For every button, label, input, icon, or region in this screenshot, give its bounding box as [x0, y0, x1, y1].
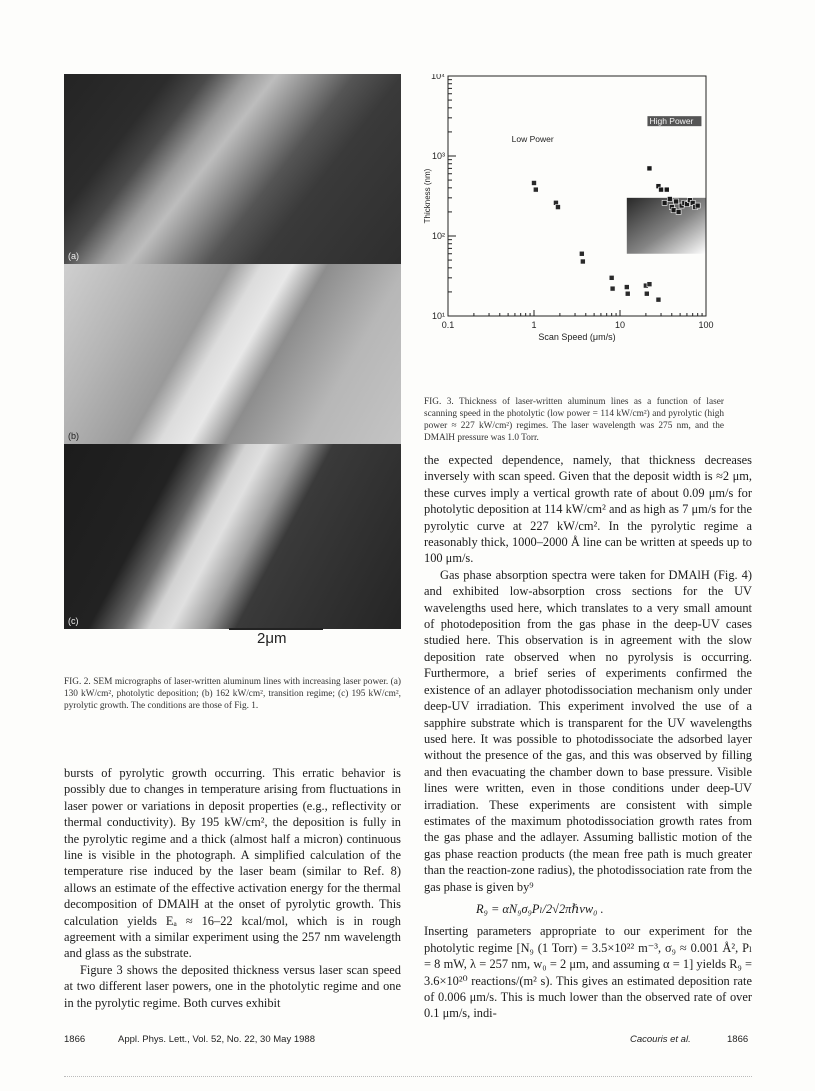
figure2-caption: FIG. 2. SEM micrographs of laser-written aluminum lines with increasing laser power. (a) 130 kW/cm², photolytic deposition; (b) 162 kW/cm², transition regime; (c) 195 kW/cm², pyrolytic growth. The conditions are those of Fig. 1. — [64, 677, 401, 711]
high-power-point — [674, 199, 679, 204]
page-number-left: 1866 — [64, 1034, 86, 1045]
panel-label-a: (a) — [68, 251, 79, 261]
journal-citation: Appl. Phys. Lett., Vol. 52, No. 22, 30 May 1988 — [118, 1034, 315, 1045]
x-tick-label: 0.1 — [441, 320, 455, 330]
sem-micrograph-c — [64, 444, 401, 629]
low-power-point — [644, 291, 649, 296]
low-power-point — [555, 205, 560, 210]
low-power-point — [625, 291, 630, 296]
plot-frame — [448, 76, 706, 316]
high-power-point — [671, 208, 676, 213]
right-paragraph-1: the expected dependence, namely, that thickness decreases inversely with scan speed. Given that the deposit width is ≈2 μm, these curves imply a vertical growth rate of about 0.09 μm/s for photolytic deposition at 114 kW/cm² and as high as 7 μm/s for the pyrolytic curve at 227 kW/cm². In the pyrolytic regime a reasonably thick, 1000–2000 Å line can be written at speeds up to 100 μm/s. — [424, 453, 752, 566]
high-power-point — [667, 197, 672, 202]
page-number-right: 1866 — [727, 1034, 749, 1045]
thickness-vs-scan-speed-chart — [420, 74, 720, 354]
low-power-point — [609, 275, 614, 280]
right-paragraph-3: Inserting parameters appropriate to our experiment for the photolytic regime [N₉ (1 Torr) = 3.5×10²² m⁻³, σ₉ ≈ 0.001 Å², Pₗ = 8 mW, λ = 257 nm, w₀ = 2 μm, and assuming α = 1] yields R₉ = 3.6×10²⁰ reactions/(m² s). This gives an estimated deposition rate of 0.006 μm/s. This is much lower than the observed rate of over 0.1 μm/s, indi- — [424, 924, 752, 1021]
right-column — [424, 452, 752, 1022]
x-axis-label: Scan Speed (μm/s) — [538, 332, 616, 342]
low-power-point — [610, 286, 615, 291]
low-power-point — [656, 297, 661, 302]
x-tick-label: 100 — [698, 320, 714, 330]
left-column — [64, 765, 401, 1011]
annotation-high-power: High Power — [649, 116, 694, 127]
left-paragraph-1: bursts of pyrolytic growth occurring. This erratic behavior is possibly due to changes in temperature arising from fluctuations in laser power or variations in deposit properties (e.g., reflectivity or thermal conductivity). By 195 kW/cm², the deposition is fully in the pyrolytic regime and a thick (almost half a micron) continuous line is visible in the photograph. A simplified calculation of the temperature rise induced by the laser beam (similar to Ref. 8) allows an estimate of the effective activation energy for the thermal decomposition of DMAlH at the onset of pyrolytic growth. This calculation yields Eₐ ≈ 16–22 kcal/mol, which is in rough agreement with a similar experiment using the 257 nm wavelength and glass as the substrate. — [64, 766, 401, 961]
sem-micrograph-b — [64, 264, 401, 444]
sem-micrograph-a — [64, 74, 401, 264]
right-paragraph-2: Gas phase absorption spectra were taken for DMAlH (Fig. 4) and exhibited low-absorption cross sections for the UV wavelengths used here, which translates to a very small amount of photodeposition from the gas phase in the deep-UV cases studied here. This observation is in agreement with the slow deposition rate observed when no pyrolysis is occurring. Furthermore, a brief series of experiments confirmed the existence of an adlayer photodissociation mechanism only under deep-UV irradiation. This experiment involved the use of a sapphire substrate which is transparent for the UV wavelengths used here. It was possible to photodissociate the adsorbed layer without the presence of the gas, and this was observed by filling and then evacuating the chamber down to base pressure. Visible lines were written, even in those conditions under deep-UV irradiation. These experiments are consistent with simple estimates of the maximum photodissociation growth rates from the gas phase and the adlayer. Assuming ballistic motion of the gas phase reaction products (the mean free path is much greater than the reaction-zone radius), the photodissociation rate from the gas phase is given by⁹ — [424, 567, 752, 894]
low-power-point — [532, 180, 537, 185]
x-tick-label: 10 — [614, 320, 626, 330]
high-power-point — [664, 187, 669, 192]
figure3-caption: FIG. 3. Thickness of laser-written aluminum lines as a function of laser scanning speed in the photolytic (low power = 114 kW/cm²) and pyrolytic (high power ≈ 227 kW/cm²) regimes. The laser wavelength was 275 nm, and the DMAlH pressure was 1.0 Torr. — [424, 397, 724, 443]
left-paragraph-2: Figure 3 shows the deposited thickness versus laser scan speed at two different laser powers, one in the photolytic regime and one in the pyrolytic regime. Both curves exhibit — [64, 962, 401, 1010]
high-power-point — [659, 187, 664, 192]
high-power-point — [647, 166, 652, 171]
y-tick-label: 10³ — [431, 151, 445, 161]
bottom-rule — [64, 1076, 752, 1077]
low-power-point — [533, 187, 538, 192]
y-tick-label: 10¹ — [431, 311, 445, 321]
y-tick-label: 10⁴ — [431, 74, 445, 81]
authors-footer: Cacouris et al. — [630, 1034, 691, 1045]
high-power-point — [695, 203, 700, 208]
y-tick-label: 10² — [431, 231, 445, 241]
panel-label-b: (b) — [68, 431, 79, 441]
annotation-low-power: Low Power — [511, 133, 554, 144]
y-axis-label: Thickness (nm) — [423, 168, 432, 224]
low-power-point — [579, 251, 584, 256]
low-power-point — [647, 282, 652, 287]
high-power-point — [662, 200, 667, 205]
rate-equation: R₉ = αN₉σ₉Pₗ/2√2πℏνw₀ . — [476, 901, 604, 916]
x-tick-label: 1 — [531, 320, 537, 330]
scale-bar-label: 2μm — [257, 630, 287, 647]
low-power-point — [580, 259, 585, 264]
panel-label-c: (c) — [68, 616, 79, 626]
high-power-point — [676, 209, 681, 214]
low-power-point — [624, 285, 629, 290]
